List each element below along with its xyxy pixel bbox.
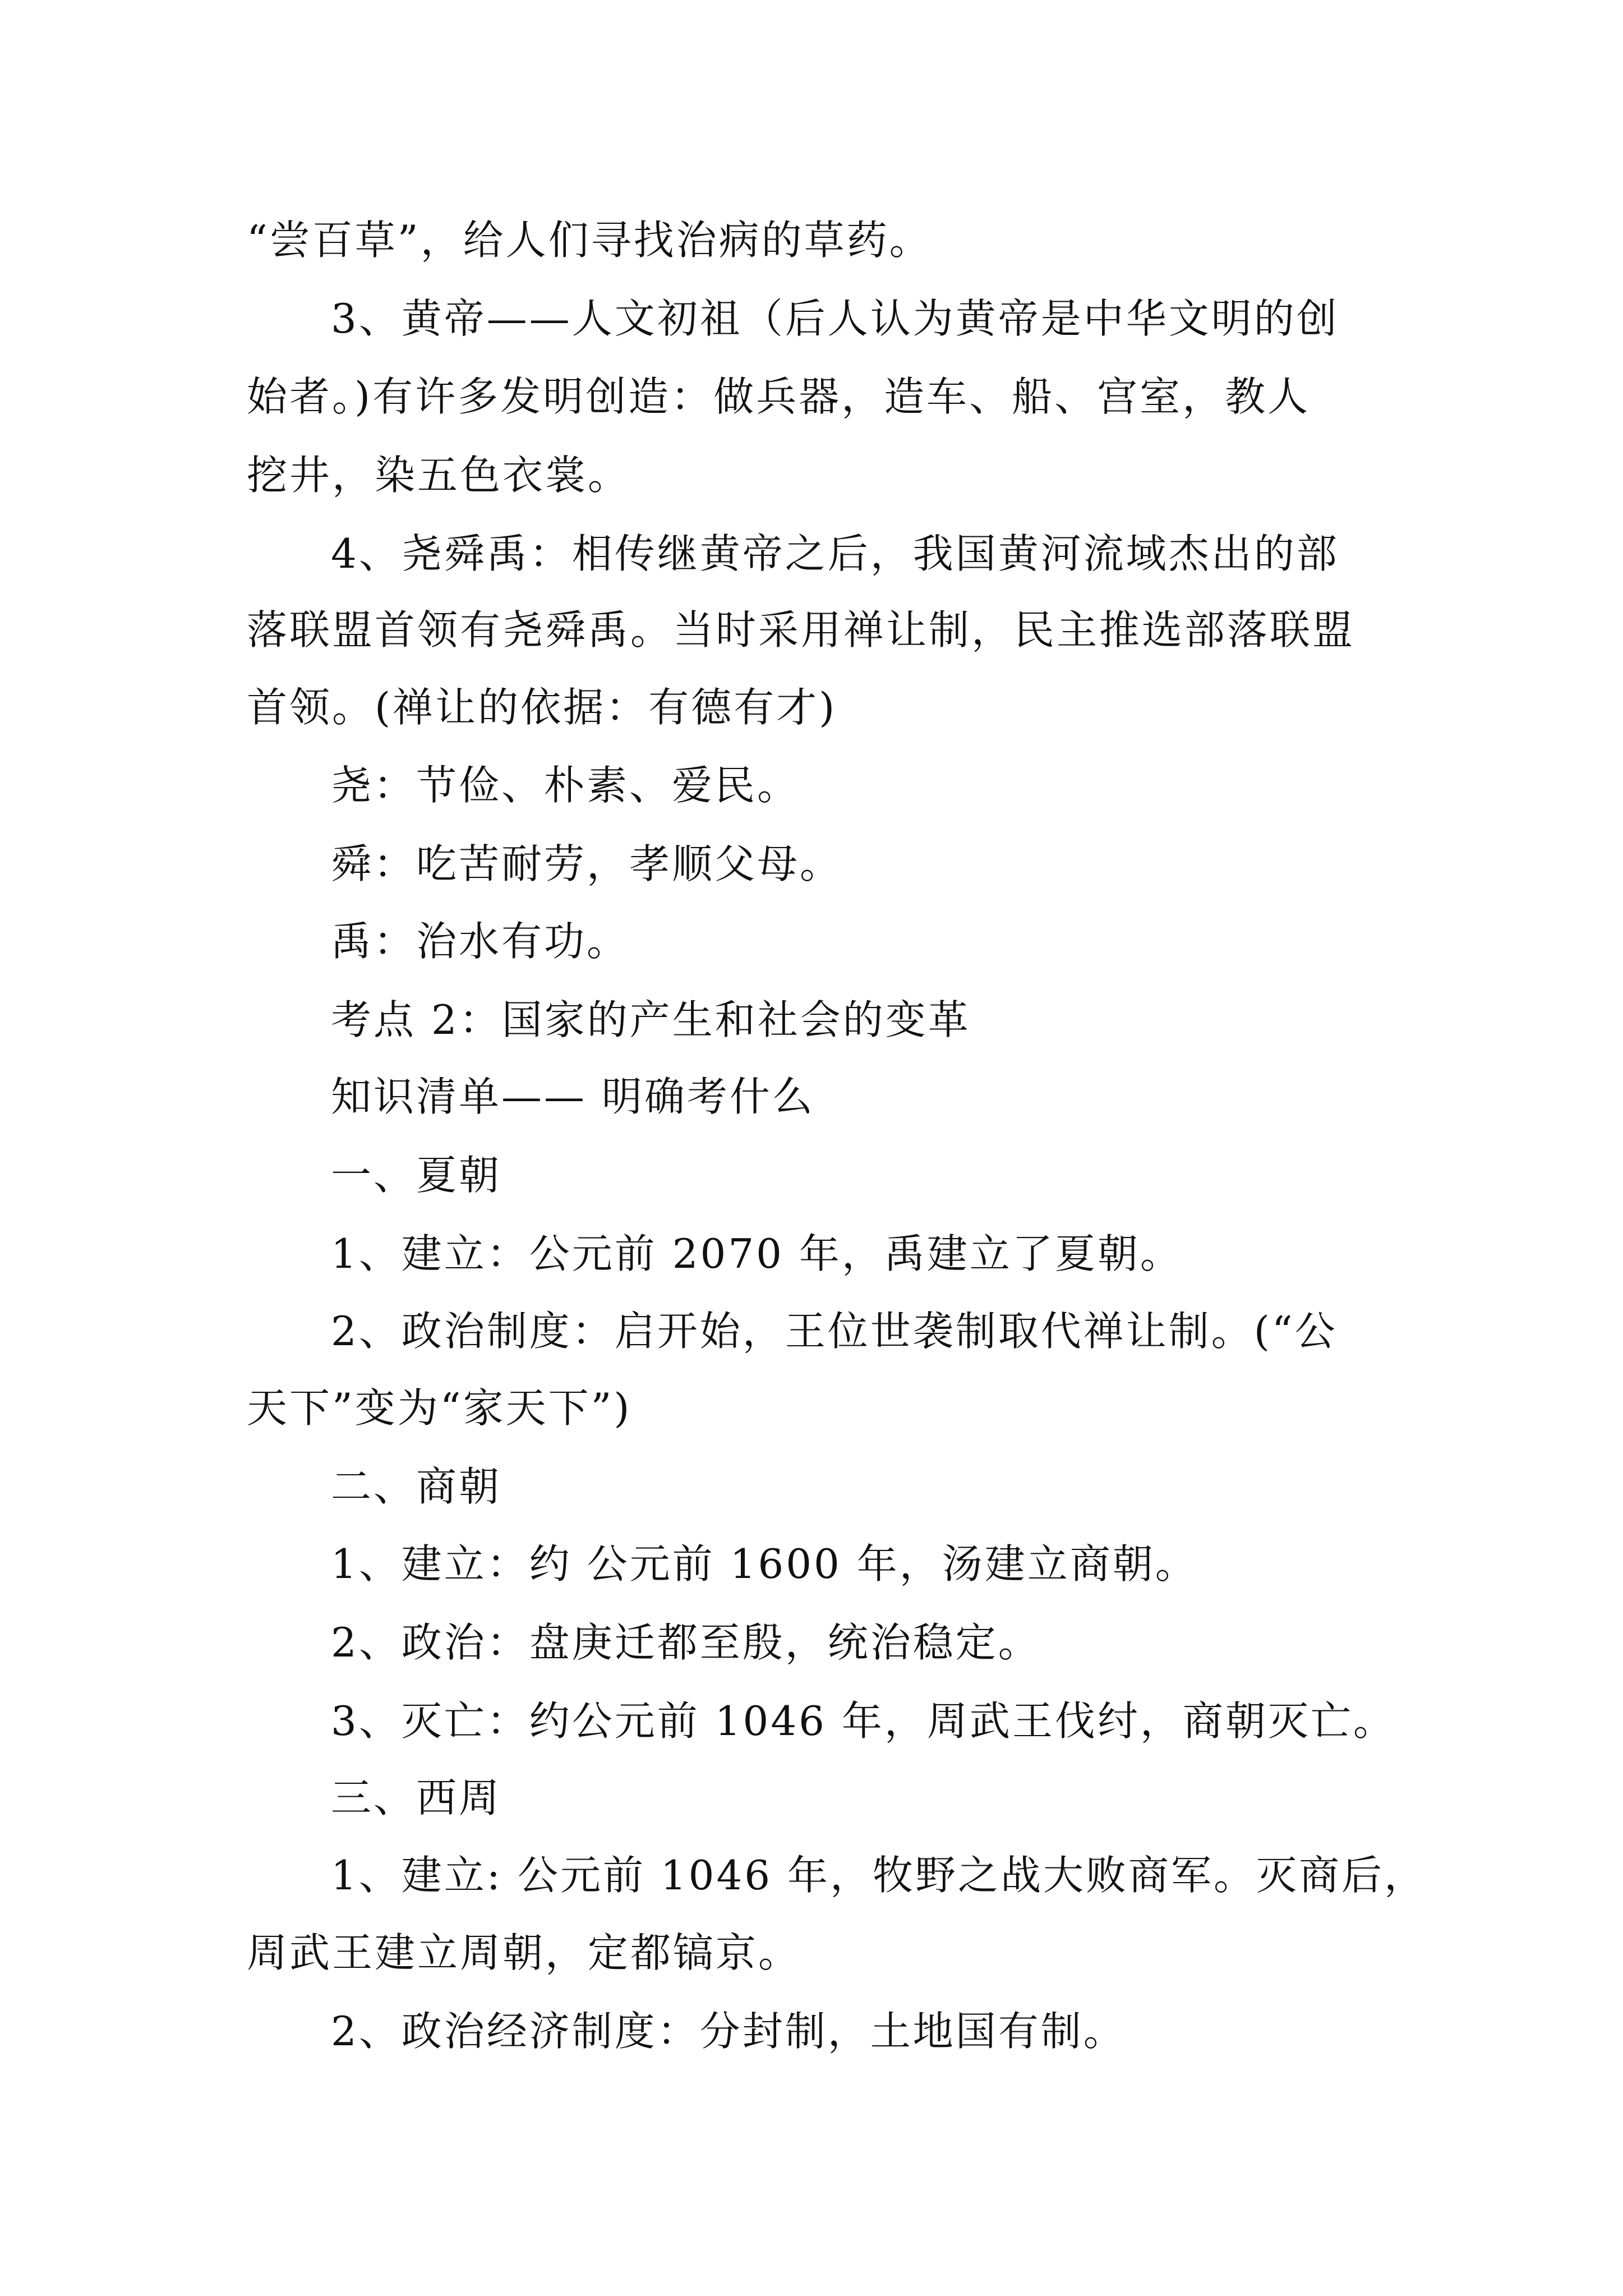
text-line-18: 1、建立：约 公元前 1600 年，汤建立商朝。 — [331, 1540, 1198, 1588]
text-line-17: 二、商朝 — [331, 1463, 502, 1510]
text-line-14: 1、建立：公元前 2070 年，禹建立了夏朝。 — [331, 1230, 1183, 1277]
text-line-2: 3、黄帝——人文初祖（后人认为黄帝是中华文明的创 — [331, 295, 1339, 342]
text-line-19: 2、政治：盘庚迁都至殷，统治稳定。 — [331, 1619, 1041, 1666]
text-line-23: 周武王建立周朝，定都镐京。 — [247, 1929, 801, 1976]
text-line-20: 3、灭亡：约公元前 1046 年，周武王伐纣，商朝灭亡。 — [331, 1697, 1396, 1745]
text-line-8: 尧：节俭、朴素、爱民。 — [331, 762, 800, 809]
text-line-24: 2、政治经济制度：分封制，土地国有制。 — [331, 2008, 1126, 2055]
text-line-16: 天下”变为“家天下”) — [247, 1384, 632, 1432]
text-line-5: 4、尧舜禹：相传继黄帝之后，我国黄河流域杰出的部 — [331, 530, 1339, 577]
text-line-12: 知识清单—— 明确考什么 — [331, 1073, 815, 1120]
text-line-13: 一、夏朝 — [331, 1152, 502, 1199]
text-line-9: 舜：吃苦耐劳，孝顺父母。 — [331, 840, 843, 887]
text-line-10: 禹：治水有功。 — [331, 918, 630, 965]
text-line-6: 落联盟首领有尧舜禹。当时采用禅让制，民主推选部落联盟 — [247, 606, 1355, 654]
text-line-15: 2、政治制度：启开始，王位世袭制取代禅让制。(“公 — [331, 1308, 1338, 1355]
text-line-1: “尝百草”，给人们寻找治病的草药。 — [247, 217, 932, 264]
text-line-21: 三、西周 — [331, 1774, 502, 1821]
text-line-7: 首领。(禅让的依据：有德有才) — [247, 684, 837, 731]
text-line-4: 挖井，染五色衣裳。 — [247, 452, 631, 499]
text-line-22: 1、建立: 公元前 1046 年，牧野之战大败商军。灭商后， — [331, 1852, 1427, 1899]
text-line-11: 考点 2：国家的产生和社会的变革 — [331, 996, 971, 1043]
text-line-3: 始者。)有许多发明创造：做兵器，造车、船、宫室，教人 — [247, 373, 1311, 420]
